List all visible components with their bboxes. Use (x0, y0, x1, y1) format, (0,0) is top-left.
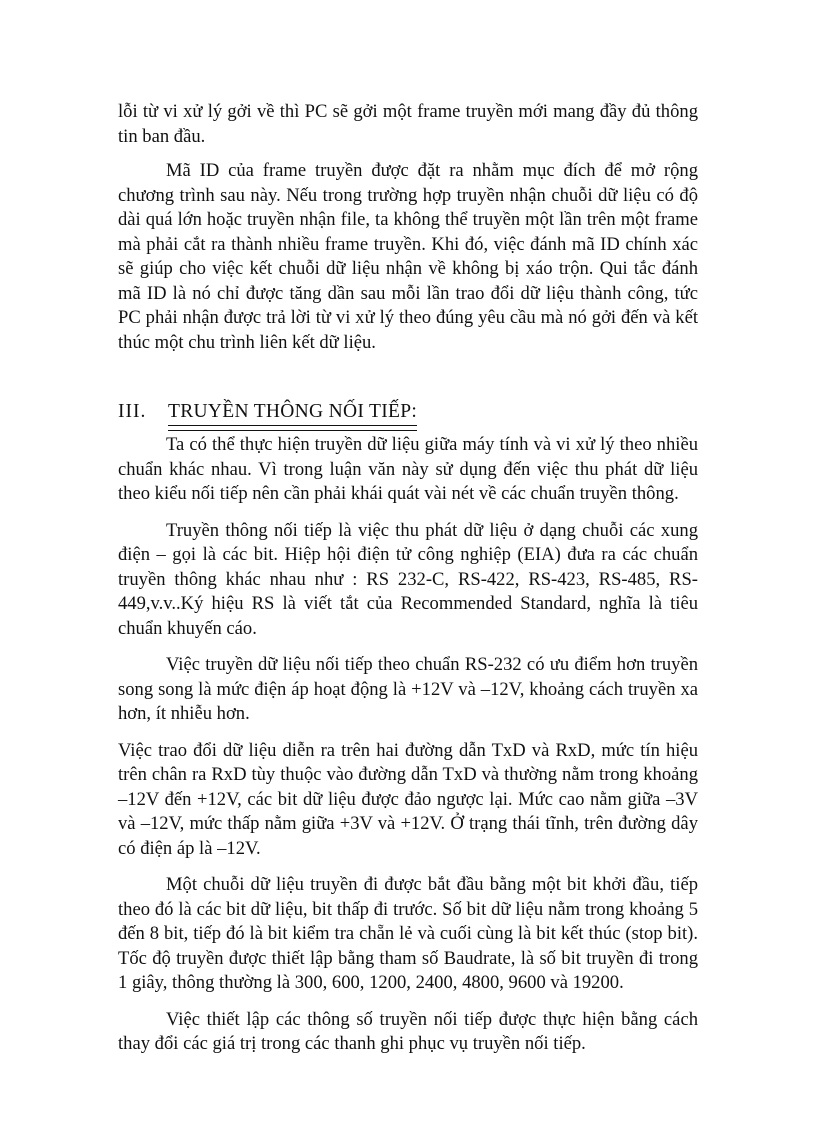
paragraph-serial-definition: Truyền thông nối tiếp là việc thu phát dữ liệu ở dạng chuỗi các xung điện – gọi là các bit. Hiệp hội điện tử công nghiệp (EIA) đưa ra các chuẩn truyền thông khác nhau như : RS 232-C, RS-422, RS-423, RS-485, RS-449,v.v..Ký hiệu RS là viết tắt của Recommended Standard, nghĩa là tiêu chuẩn khuyến cáo. (118, 519, 698, 639)
paragraph-frame-id: Mã ID của frame truyền được đặt ra nhằm mục đích để mở rộng chương trình sau này. Nếu trong trường hợp truyền nhận chuỗi dữ liệu có độ dài quá lớn hoặc truyền nhận file, ta không thể truyền một lần trên một frame mà phải cắt ra thành nhiều frame truyền. Khi đó, việc đánh mã ID chính xác sẽ giúp cho việc kết chuỗi dữ liệu nhận về không bị xáo trộn. Qui tắc đánh mã ID là nó chỉ được tăng dần sau mỗi lần trao đổi dữ liệu thành công, tức PC phải nhận được trả lời từ vi xử lý theo đúng yêu cầu mà nó gởi đến và kết thúc một chu trình liên kết dữ liệu. (118, 160, 698, 353)
paragraph-register-setup: Việc thiết lập các thông số truyền nối tiếp được thực hiện bằng cách thay đổi các giá trị trong các thanh ghi phục vụ truyền nối tiếp. (118, 1008, 698, 1054)
section-title: TRUYỀN THÔNG NỐI TIẾP: (168, 399, 417, 425)
section-heading (118, 399, 698, 425)
paragraph-frame-format: Một chuỗi dữ liệu truyền đi được bắt đầu bằng một bit khởi đầu, tiếp theo đó là các bit dữ liệu, bit thấp đi trước. Số bit dữ liệu nằm trong khoảng 5 đến 8 bit, tiếp đó là bit kiểm tra chẵn lẻ và cuối cùng là bit kết thúc (stop bit). Tốc độ truyền được thiết lập bằng tham số Baudrate, là số bit truyền đi trong 1 giây, thông thường là 300, 600, 1200, 2400, 4800, 9600 và 19200. (118, 874, 698, 993)
paragraph-txd-rxd: Việc trao đổi dữ liệu diễn ra trên hai đường dẫn TxD và RxD, mức tín hiệu trên chân ra RxD tùy thuộc vào đường dẫn TxD và thường nằm trong khoảng –12V đến +12V, các bit dữ liệu được đảo ngược lại. Mức cao nằm giữa –3V và –12V, mức thấp nằm giữa +3V và +12V. Ở trạng thái tĩnh, trên đường dây có điện áp là –12V. (118, 739, 698, 859)
paragraph-intro: Ta có thể thực hiện truyền dữ liệu giữa máy tính và vi xử lý theo nhiều chuẩn khác nhau. Vì trong luận văn này sử dụng đến việc thu phát dữ liệu theo kiểu nối tiếp nên cần phải khái quát vài nét về các chuẩn truyền thông. (118, 434, 698, 504)
document-page (118, 100, 698, 1057)
paragraph-continuation: lỗi từ vi xử lý gởi về thì PC sẽ gởi một frame truyền mới mang đầy đủ thông tin ban đầu. (118, 101, 698, 147)
paragraph-rs232-advantage: Việc truyền dữ liệu nối tiếp theo chuẩn RS-232 có ưu điểm hơn truyền song song là mức điện áp hoạt động là +12V và –12V, khoảng cách truyền xa hơn, ít nhiễu hơn. (118, 654, 698, 724)
section-number: III. (118, 401, 147, 422)
